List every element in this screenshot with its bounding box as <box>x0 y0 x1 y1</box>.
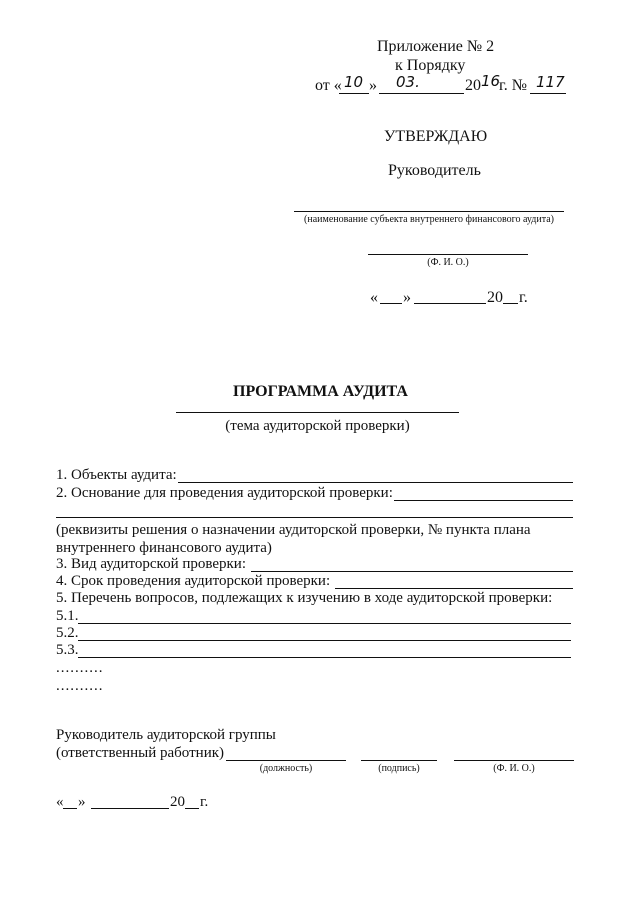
signature-date-open: « <box>56 794 64 810</box>
appendix-label: Приложение № 2 <box>377 38 495 55</box>
handwritten-month: 03. <box>396 73 420 91</box>
question-1-line <box>78 623 571 624</box>
order-date-number <box>315 77 342 95</box>
fio-caption: (Ф. И. О.) <box>427 257 469 268</box>
item-basis: 2. Основание для проведения аудиторской проверки: <box>56 485 393 501</box>
signature-year-text: 20 <box>170 794 185 810</box>
question-1: 5.1. <box>56 608 79 624</box>
year-prefix: 20 <box>465 77 481 94</box>
approve-title: УТВЕРЖДАЮ <box>384 128 488 145</box>
date-prefix: от « <box>315 77 342 94</box>
approve-month-line <box>414 303 486 304</box>
number-underline <box>530 93 566 94</box>
handwritten-number: 117 <box>536 73 565 91</box>
signature-day-line <box>63 808 77 809</box>
signature-month-line <box>91 808 169 809</box>
program-title: ПРОГРАММА АУДИТА <box>233 383 408 400</box>
question-2: 5.2. <box>56 625 79 641</box>
entity-caption: (наименование субъекта внутреннего финансового аудита) <box>304 214 554 225</box>
entity-line <box>294 211 564 212</box>
question-3-line <box>78 657 571 658</box>
order-reference: к Порядку <box>395 57 466 74</box>
signature-year-line <box>185 808 199 809</box>
question-3: 5.3. <box>56 642 79 658</box>
approve-date-close: » <box>403 289 411 306</box>
question-2-line <box>78 640 571 641</box>
fio-signature-caption: (Ф. И. О.) <box>493 763 535 774</box>
sign-line <box>361 760 437 761</box>
approve-year-line <box>503 303 518 304</box>
position-line <box>226 760 346 761</box>
approve-date-open: « <box>370 289 378 306</box>
item-term: 4. Срок проведения аудиторской проверки: <box>56 573 331 589</box>
approve-day-line <box>380 303 402 304</box>
basis-line-2 <box>56 517 573 518</box>
signature-date-close: » <box>78 794 86 810</box>
signature-head-line1: Руководитель аудиторской группы <box>56 727 276 743</box>
sign-caption: (подпись) <box>378 763 420 774</box>
fio-signature-line <box>454 760 574 761</box>
date-mid: » <box>369 77 377 94</box>
handwritten-year: 16 <box>481 72 501 90</box>
item-type: 3. Вид аудиторской проверки: <box>56 556 247 572</box>
approve-year-text: 20 <box>487 289 503 306</box>
basis-note-2: внутреннего финансового аудита) <box>56 540 272 556</box>
day-underline <box>339 93 369 94</box>
term-line <box>335 588 573 589</box>
signature-head-line2: (ответственный работник) <box>56 745 225 761</box>
signature-year-suffix: г. <box>200 794 209 810</box>
ellipsis-1: .......... <box>56 660 104 676</box>
objects-line <box>178 482 573 483</box>
basis-line <box>394 500 573 501</box>
approve-head: Руководитель <box>388 162 481 179</box>
handwritten-day: 10 <box>344 73 364 91</box>
position-caption: (должность) <box>259 763 313 774</box>
fio-line <box>368 254 528 255</box>
item-questions: 5. Перечень вопросов, подлежащих к изучению в ходе аудиторской проверки: <box>56 590 553 606</box>
item-objects: 1. Объекты аудита: <box>56 467 177 483</box>
month-underline <box>379 93 464 94</box>
ellipsis-2: .......... <box>56 678 104 694</box>
topic-line <box>176 412 459 413</box>
type-line <box>251 571 573 572</box>
approve-year-suffix: г. <box>519 289 528 306</box>
year-suffix: г. № <box>499 77 528 94</box>
topic-caption: (тема аудиторской проверки) <box>225 418 410 434</box>
basis-note-1: (реквизиты решения о назначении аудиторской проверки, № пункта плана <box>56 522 531 538</box>
